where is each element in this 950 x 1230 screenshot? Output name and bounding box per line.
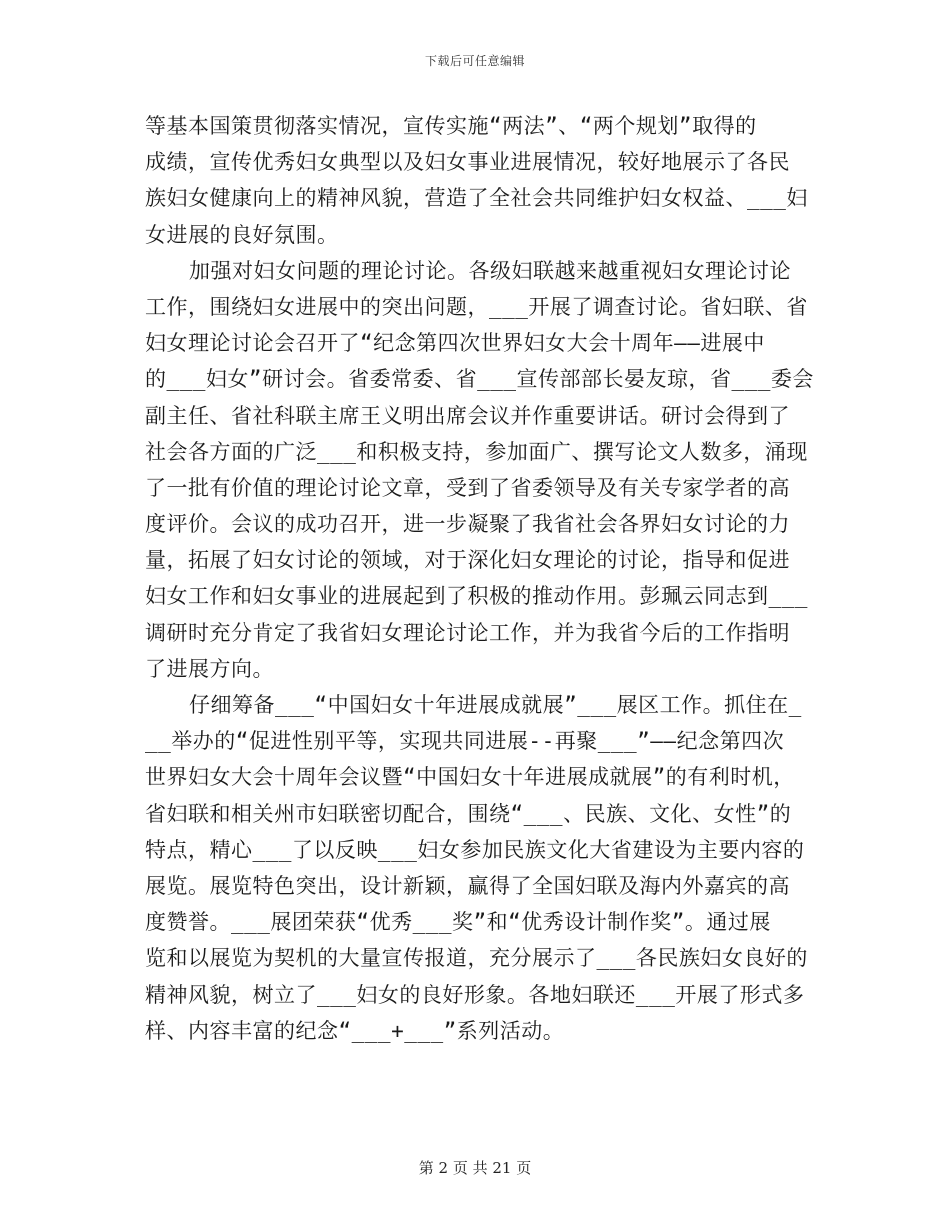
- text-line: 族妇女健康向上的精神风貌，营造了全社会共同维护妇女权益、___妇: [145, 186, 808, 211]
- text-line: 度赞誉。___展团荣获“优秀___奖”和“优秀设计制作奖”。通过展: [145, 910, 771, 935]
- text-line: 省妇联和相关州市妇联密切配合，围绕“___、民族、文化、女性”的: [145, 801, 792, 826]
- text-line: 量，拓展了妇女讨论的领域，对于深化妇女理论的讨论，指导和促进: [145, 548, 790, 573]
- text-line: 展览。展览特色突出，设计新颖，赢得了全国妇联及海内外嘉宾的高: [145, 873, 790, 898]
- page-footer: 第 2 页 共 21 页: [418, 1159, 532, 1177]
- text-line: __举办的“促进性别平等，实现共同进展--再聚___”——纪念第四次: [145, 729, 785, 754]
- text-line: 度评价。会议的成功召开，进一步凝聚了我省社会各界妇女讨论的力: [145, 512, 790, 537]
- text-line: 社会各方面的广泛___和积极支持，参加面广、撰写论文人数多，涌现: [145, 439, 808, 464]
- text-line: 等基本国策贯彻落实情况，宣传实施“两法”、“两个规划”取得的: [145, 114, 757, 138]
- text-line: 样、内容丰富的纪念“___+___”系列活动。: [145, 1018, 565, 1043]
- text-line: 妇女工作和妇女事业的进展起到了积极的推动作用。彭珮云同志到___: [145, 584, 808, 609]
- text-line: 工作，围绕妇女进展中的突出问题，___开展了调查讨论。省妇联、省: [145, 294, 808, 319]
- paragraph: [145, 253, 815, 687]
- text-line: 了一批有价值的理论讨论文章，受到了省委领导及有关专家学者的高: [145, 475, 790, 500]
- text-line: 了进展方向。: [145, 656, 274, 681]
- text-line: 的___妇女”研讨会。省委常委、省___宣传部部长晏友琼，省___委会: [145, 367, 814, 392]
- text-line: 加强对妇女问题的理论讨论。各级妇联越来越重视妇女理论讨论: [189, 258, 791, 283]
- text-line: 妇女理论讨论会召开了“纪念第四次世界妇女大会十周年——进展中: [145, 331, 765, 356]
- paragraph: [145, 108, 815, 253]
- page-header: 下载后可任意编辑: [424, 54, 525, 68]
- text-line: 女进展的良好氛围。: [145, 222, 339, 247]
- text-line: 副主任、省社科联主席王义明出席会议并作重要讲话。研讨会得到了: [145, 403, 790, 428]
- text-line: 览和以展览为契机的大量宣传报道，充分展示了___各民族妇女良好的: [145, 946, 808, 971]
- text-line: 特点，精心___了以反映___妇女参加民族文化大省建设为主要内容的: [145, 837, 805, 862]
- text-line: 精神风貌，树立了___妇女的良好形象。各地妇联还___开展了形式多: [145, 982, 805, 1007]
- text-line: 仔细筹备___“中国妇女十年进展成就展”___展区工作。抓住在_: [189, 693, 802, 717]
- text-line: 调研时充分肯定了我省妇女理论讨论工作，并为我省今后的工作指明: [145, 620, 790, 645]
- document-body: [145, 108, 815, 1049]
- text-line: 成绩，宣传优秀妇女典型以及妇女事业进展情况，较好地展示了各民: [145, 150, 790, 175]
- text-line: 世界妇女大会十周年会议暨“中国妇女十年进展成就展”的有利时机，: [145, 765, 795, 790]
- paragraph: [145, 687, 815, 1049]
